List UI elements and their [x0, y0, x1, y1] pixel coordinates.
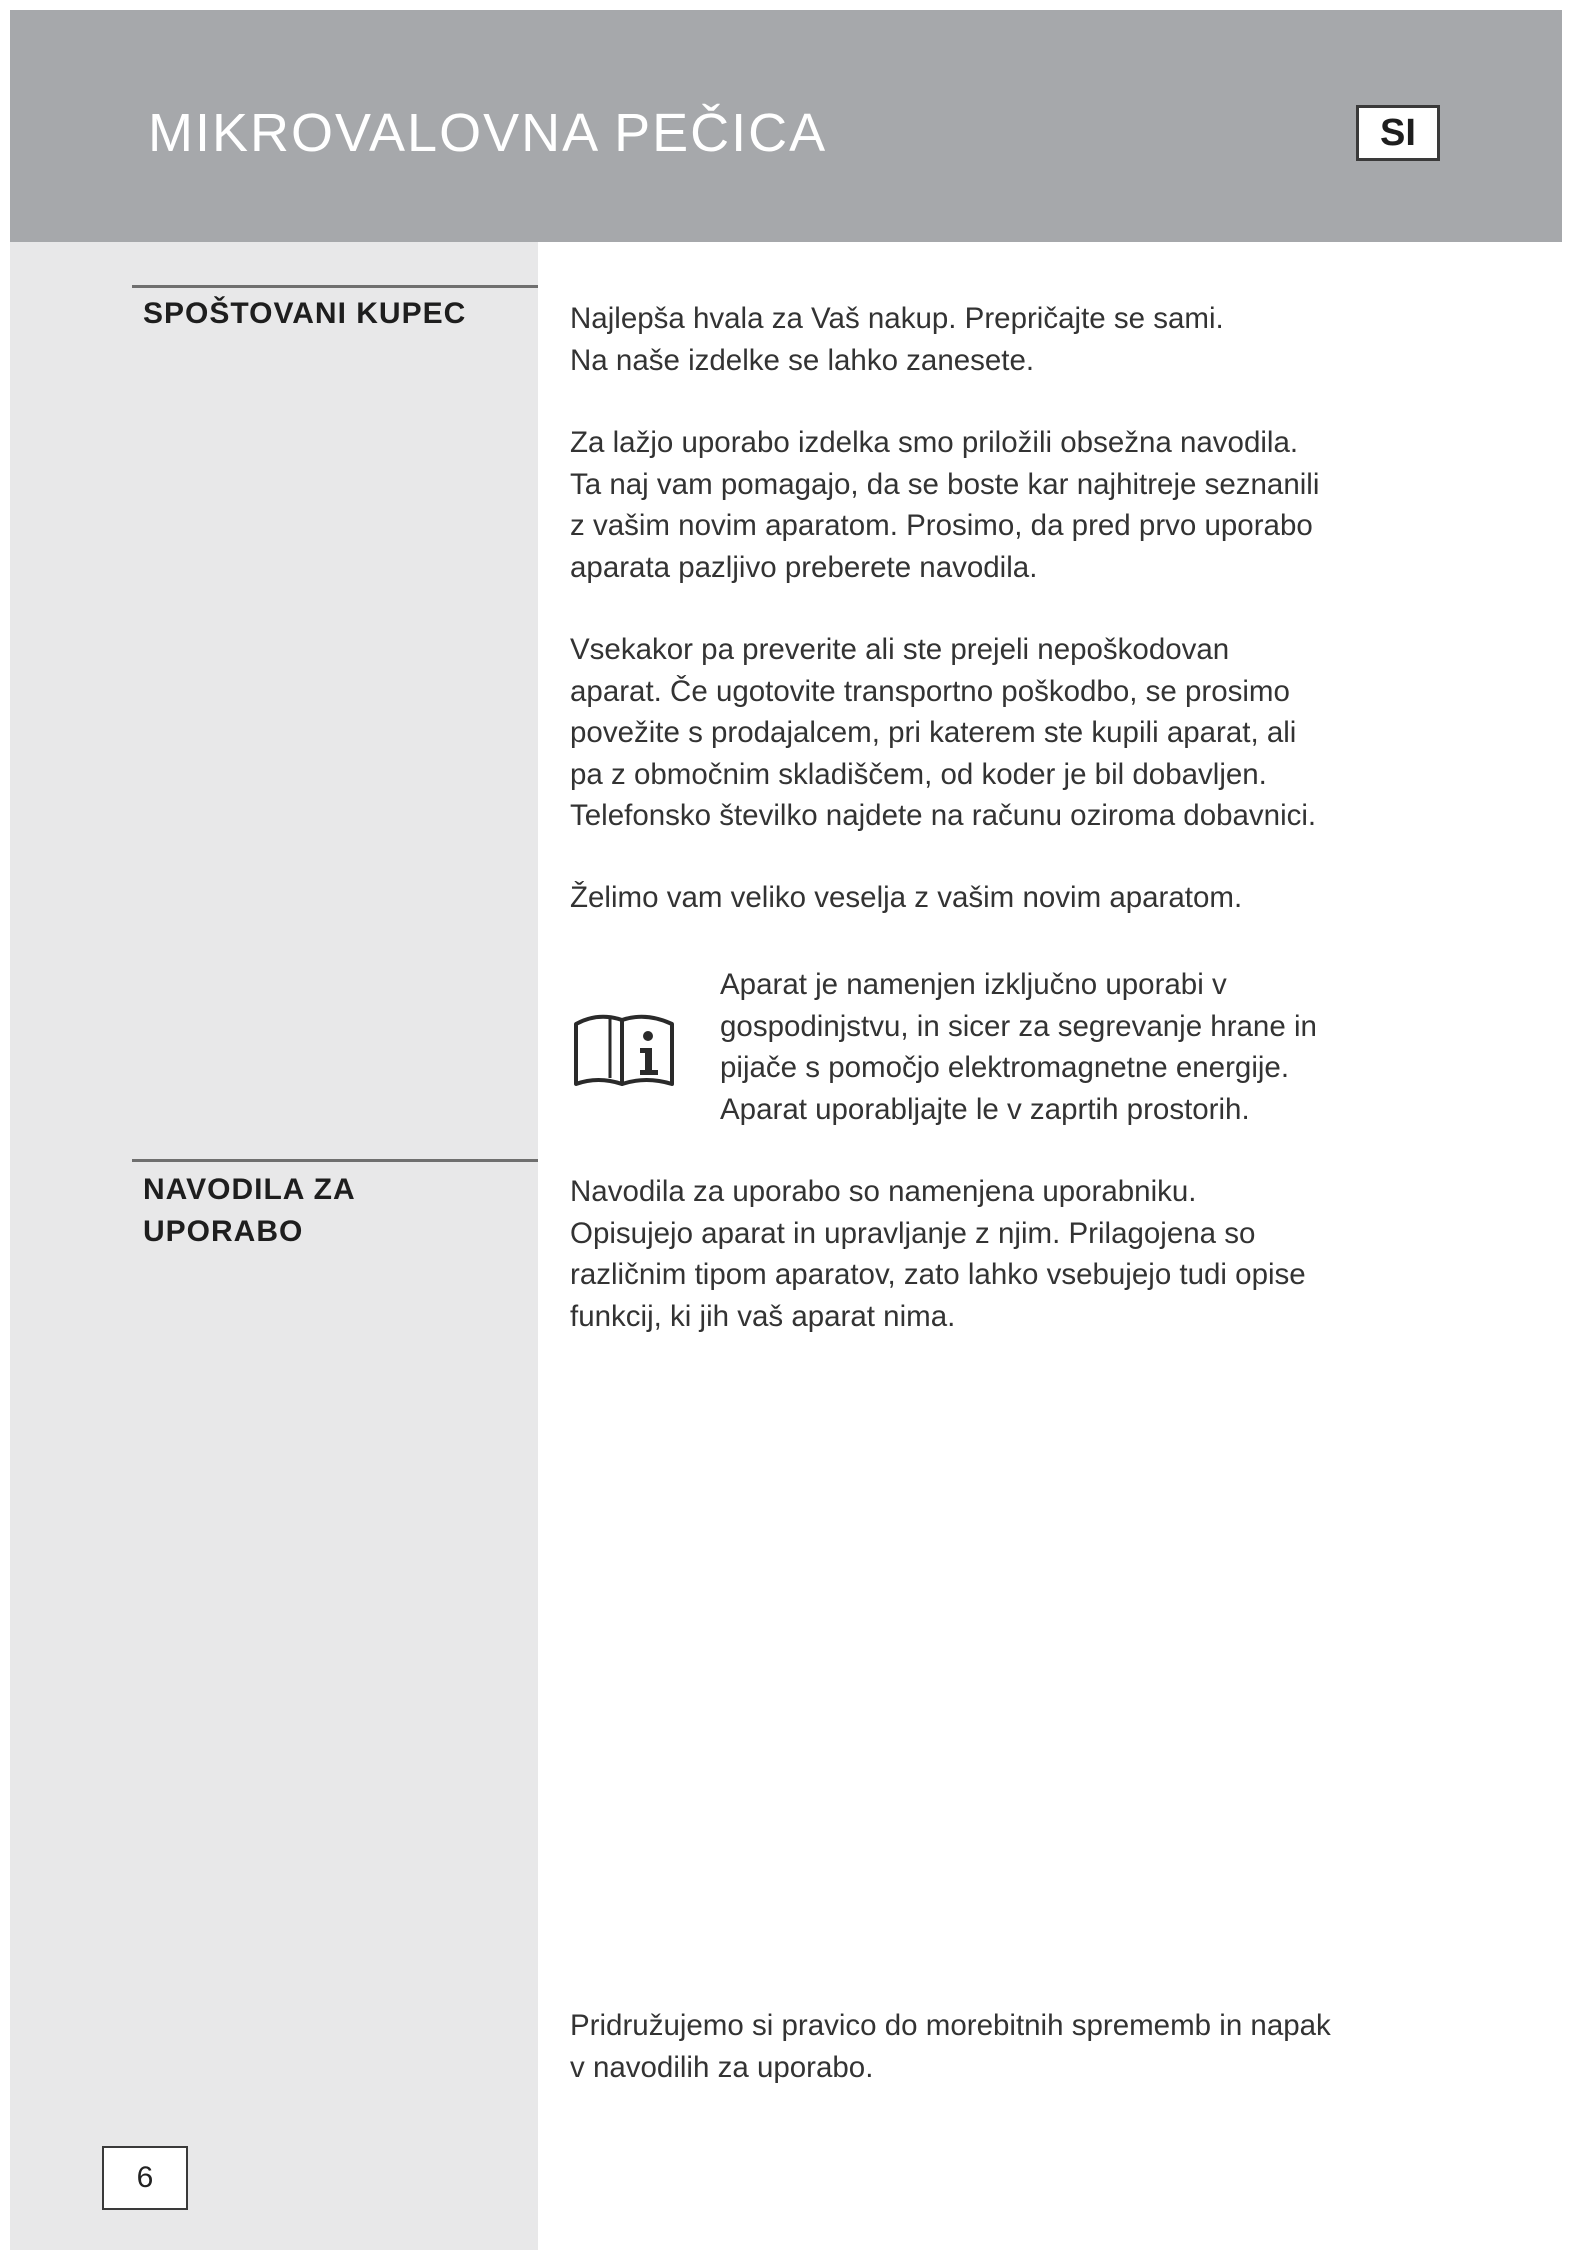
text-line: Najlepša hvala za Vaš nakup. Prepričajte se sami.: [570, 302, 1224, 335]
page-title: MIKROVALOVNA PEČICA: [148, 103, 828, 163]
text-line: pa z območnim skladiščem, od koder je bil dobavljen.: [570, 757, 1267, 791]
text-line: aparata pazljivo preberete navodila.: [570, 550, 1038, 584]
text-line: z vašim novim aparatom. Prosimo, da pred prvo uporabo: [570, 509, 1313, 542]
text-line: Opisujejo aparat in upravljanje z njim. Prilagojena so: [570, 1216, 1256, 1250]
text-line: v navodilih za uporabo.: [570, 2050, 874, 2084]
text-line: Aparat uporabljajte le v zaprtih prostorih.: [720, 1092, 1250, 1126]
text-line: Navodila za uporabo so namenjena uporabniku.: [570, 1175, 1197, 1208]
text-line: Na naše izdelke se lahko zanesete.: [570, 343, 1035, 377]
manual-info-icon: [572, 1008, 676, 1088]
info-note: [720, 964, 1317, 1130]
language-badge: SI: [1356, 105, 1440, 161]
section-heading-dear-customer: [143, 293, 466, 335]
section-heading-instructions: [143, 1169, 356, 1253]
text-line: Pridružujemo si pravico do morebitnih sprememb in napak: [570, 2009, 1331, 2042]
disclaimer: [570, 2005, 1470, 2088]
section-divider: [132, 285, 538, 288]
paragraph-instructions: [570, 422, 1470, 588]
text-line: Ta naj vam pomagajo, da se boste kar najhitreje seznanili: [570, 467, 1320, 501]
text-line: povežite s prodajalcem, pri katerem ste kupili aparat, ali: [570, 716, 1297, 749]
paragraph-usage: [570, 1171, 1470, 1337]
heading-line: NAVODILA ZA: [143, 1173, 356, 1206]
text-line: Za lažjo uporabo izdelka smo priložili obsežna navodila.: [570, 426, 1299, 459]
text-line: Vsekakor pa preverite ali ste prejeli nepoškodovan: [570, 633, 1230, 666]
text-line: Telefonsko številko najdete na računu oziroma dobavnici.: [570, 799, 1317, 832]
paragraph-wishes: [570, 877, 1470, 919]
text-line: funkcij, ki jih vaš aparat nima.: [570, 1299, 956, 1333]
text-line: Želimo vam veliko veselja z vašim novim aparatom.: [570, 881, 1243, 914]
heading-line: SPOŠTOVANI KUPEC: [143, 297, 467, 330]
text-line: različnim tipom aparatov, zato lahko vsebujejo tudi opise: [570, 1258, 1306, 1291]
text-line: gospodinjstvu, in sicer za segrevanje hrane in: [720, 1009, 1317, 1043]
text-line: Aparat je namenjen izključno uporabi v: [720, 968, 1227, 1001]
paragraph-damage-check: [570, 629, 1470, 837]
page-number: 6: [102, 2146, 188, 2210]
text-line: aparat. Če ugotovite transportno poškodbo, se prosimo: [570, 674, 1290, 708]
paragraph-thanks: [570, 298, 1470, 381]
page-header: [10, 10, 1562, 242]
heading-line: UPORABO: [143, 1215, 304, 1248]
text-line: pijače s pomočjo elektromagnetne energije.: [720, 1051, 1290, 1084]
section-divider: [132, 1159, 538, 1162]
